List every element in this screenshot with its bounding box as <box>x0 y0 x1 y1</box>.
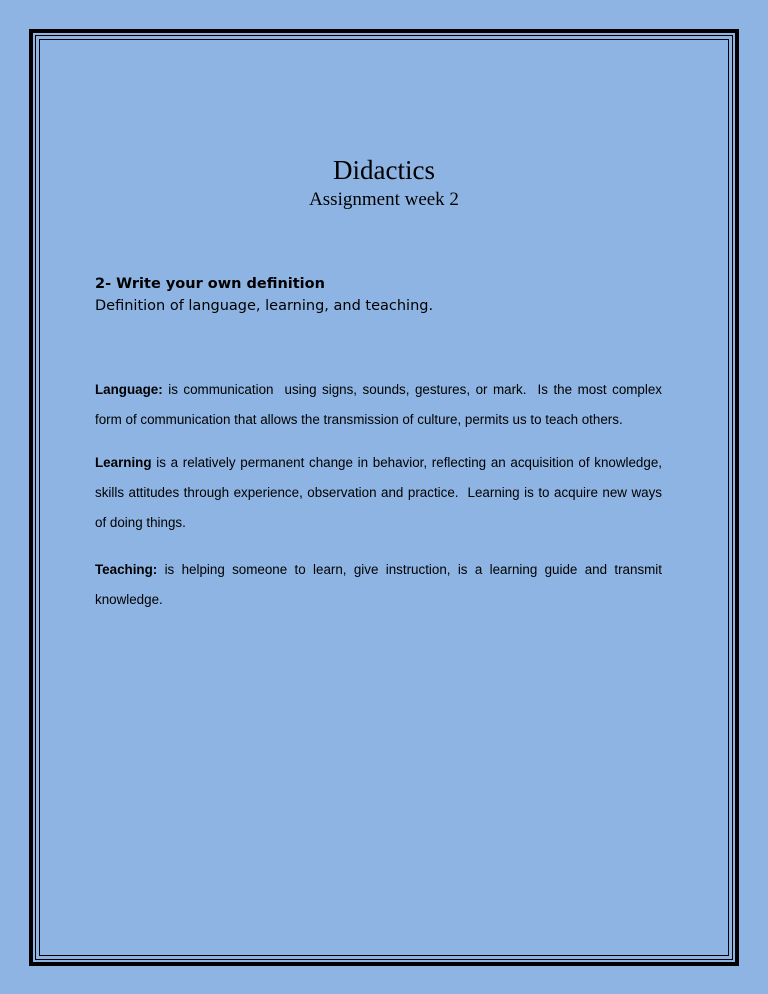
document-body <box>40 40 728 955</box>
definition-term-learning: Learning <box>95 455 152 470</box>
question-subheading: Definition of language, learning, and teaching. <box>95 298 434 314</box>
definition-term-language: Language: <box>95 382 163 397</box>
definition-text-learning: is a relatively permanent change in behavior, reflecting an acquisition of knowledge, skills attitudes through experience, observation and practice. Learning is to acquire new ways of doing things. <box>95 455 666 530</box>
question-heading: 2- Write your own definition <box>95 276 325 292</box>
document-title: Didactics <box>333 155 435 185</box>
definition-teaching <box>95 555 666 615</box>
definition-text-teaching: is helping someone to learn, give instruction, is a learning guide and transmit knowledge. <box>95 562 666 607</box>
definition-language <box>95 375 666 435</box>
definition-learning <box>95 448 666 538</box>
definition-text-language: is communication using signs, sounds, gestures, or mark. Is the most complex form of communication that allows the transmission of culture, permits us to teach others. <box>95 382 666 427</box>
document-subtitle: Assignment week 2 <box>309 189 459 210</box>
definition-term-teaching: Teaching: <box>95 562 158 577</box>
